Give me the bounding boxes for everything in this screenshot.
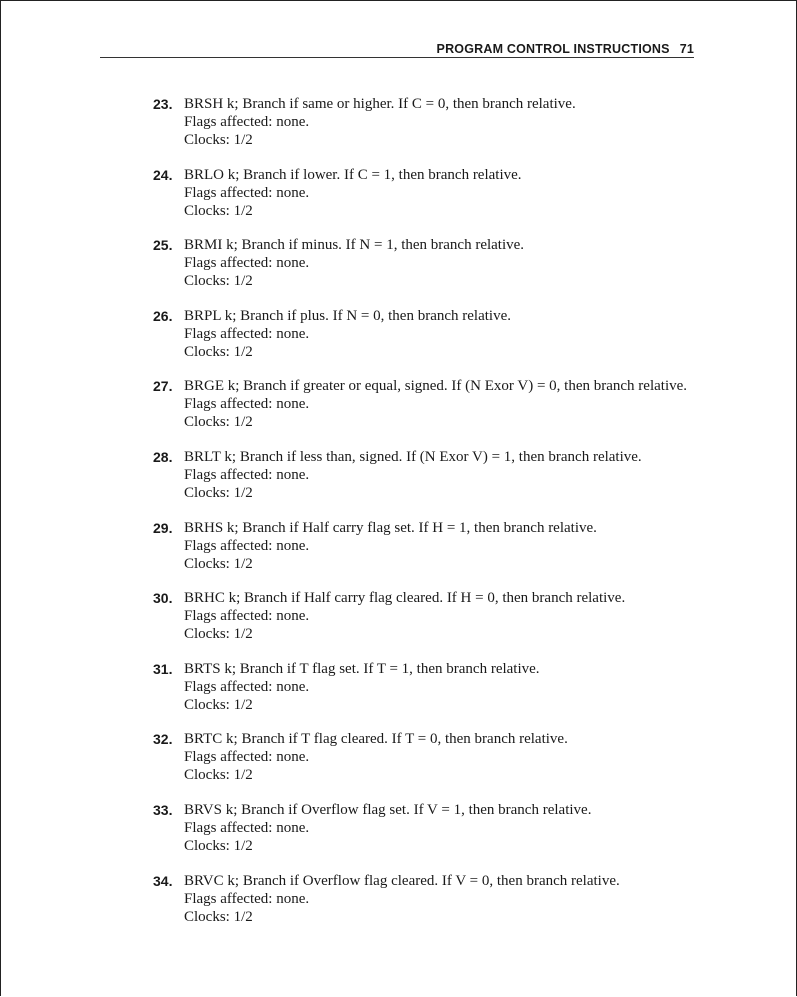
entry-flags: Flags affected: none. (184, 749, 310, 766)
entry-number: 24. (153, 166, 173, 183)
instruction-entry (153, 377, 753, 448)
entry-description: BRHS k; Branch if Half carry flag set. If H = 1, then branch relative. (184, 519, 597, 536)
entry-clocks: Clocks: 1/2 (184, 414, 253, 431)
entry-flags: Flags affected: none. (184, 608, 310, 625)
entry-flags: Flags affected: none. (184, 184, 310, 201)
entry-number: 31. (153, 660, 173, 677)
entry-flags: Flags affected: none. (184, 114, 310, 130)
instruction-entry (153, 166, 753, 237)
instruction-entry (153, 307, 753, 378)
instruction-entry (153, 801, 753, 872)
entry-clocks: Clocks: 1/2 (184, 132, 253, 148)
entry-description: BRLO k; Branch if lower. If C = 1, then branch relative. (184, 166, 522, 183)
entry-number: 33. (153, 801, 173, 818)
entry-flags: Flags affected: none. (184, 678, 310, 695)
running-header (100, 41, 694, 58)
entry-clocks: Clocks: 1/2 (184, 626, 253, 643)
entry-number: 25. (153, 237, 173, 254)
entry-number: 30. (153, 590, 173, 607)
entry-flags: Flags affected: none. (184, 819, 310, 836)
entry-flags: Flags affected: none. (184, 325, 310, 342)
entry-description: BRTC k; Branch if T flag cleared. If T = 0, then branch relative. (184, 731, 568, 748)
instruction-list (153, 95, 753, 942)
entry-clocks: Clocks: 1/2 (184, 273, 253, 290)
entry-description: BRHC k; Branch if Half carry flag cleared. If H = 0, then branch relative. (184, 590, 626, 607)
entry-description: BRMI k; Branch if minus. If N = 1, then branch relative. (184, 237, 525, 254)
entry-number: 29. (153, 519, 173, 536)
entry-flags: Flags affected: none. (184, 890, 310, 907)
entry-clocks: Clocks: 1/2 (184, 484, 253, 501)
instruction-entry (153, 589, 753, 660)
entry-description: BRVS k; Branch if Overflow flag set. If V = 1, then branch relative. (184, 801, 592, 818)
instruction-entry (153, 95, 753, 166)
instruction-entry (153, 660, 753, 731)
entry-flags: Flags affected: none. (184, 396, 310, 413)
entry-clocks: Clocks: 1/2 (184, 555, 253, 572)
entry-number: 23. (153, 96, 173, 112)
instruction-entry (153, 872, 753, 943)
page-number: 71 (679, 42, 694, 56)
entry-number: 27. (153, 378, 173, 395)
instruction-entry (153, 236, 753, 307)
entry-description: BRGE k; Branch if greater or equal, signed. If (N Exor V) = 0, then branch relative. (184, 378, 688, 395)
entry-clocks: Clocks: 1/2 (184, 343, 253, 360)
instruction-entry (153, 448, 753, 519)
entry-clocks: Clocks: 1/2 (184, 908, 253, 925)
entry-clocks: Clocks: 1/2 (184, 202, 253, 219)
entry-number: 26. (153, 307, 173, 324)
entry-number: 28. (153, 448, 173, 465)
entry-description: BRVC k; Branch if Overflow flag cleared. If V = 0, then branch relative. (184, 872, 620, 889)
entry-description: BRTS k; Branch if T flag set. If T = 1, then branch relative. (184, 660, 540, 677)
entry-number: 32. (153, 731, 173, 748)
entry-description: BRLT k; Branch if less than, signed. If (N Exor V) = 1, then branch relative. (184, 448, 642, 465)
entry-clocks: Clocks: 1/2 (184, 767, 253, 784)
entry-clocks: Clocks: 1/2 (184, 696, 253, 713)
instruction-entry (153, 519, 753, 590)
entry-flags: Flags affected: none. (184, 255, 310, 272)
entry-number: 34. (153, 872, 173, 889)
entry-clocks: Clocks: 1/2 (184, 837, 253, 854)
entry-flags: Flags affected: none. (184, 537, 310, 554)
running-header-title: PROGRAM CONTROL INSTRUCTIONS (436, 42, 670, 56)
entry-flags: Flags affected: none. (184, 466, 310, 483)
entry-description: BRPL k; Branch if plus. If N = 0, then branch relative. (184, 307, 511, 324)
instruction-entry (153, 730, 753, 801)
entry-description: BRSH k; Branch if same or higher. If C = 0, then branch relative. (184, 96, 576, 112)
